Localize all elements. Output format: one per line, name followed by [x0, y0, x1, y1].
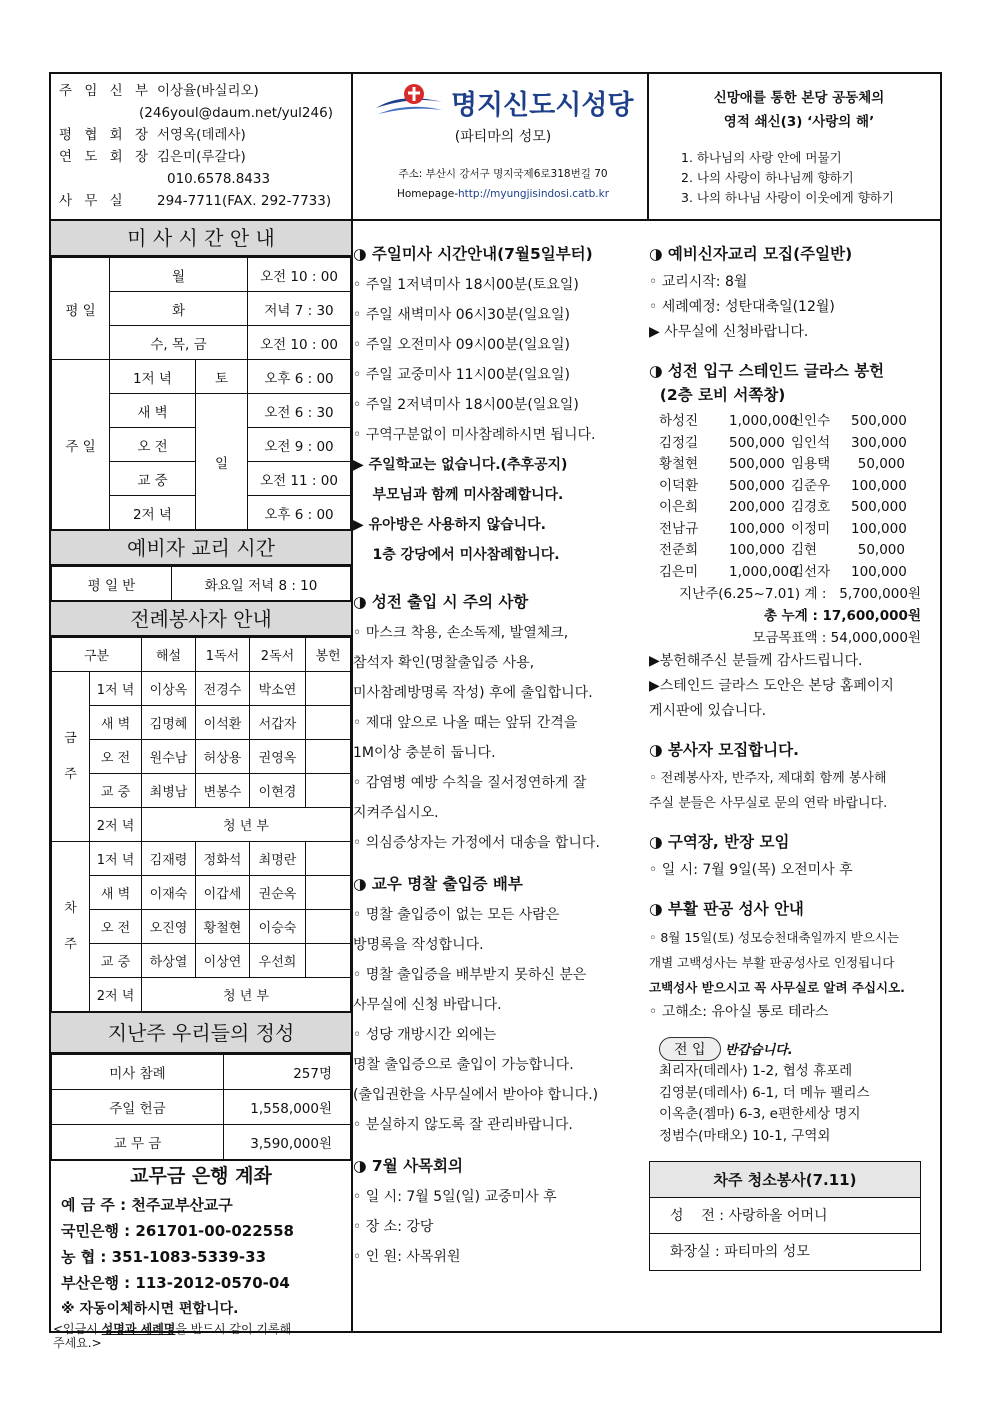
list-item: 정범수(마태오) 10-1, 구역외: [659, 1127, 831, 1144]
entry-rules-heading: ◑ 성전 출입 시 주의 사항: [353, 593, 529, 611]
notice-line: 참석자 확인(명찰출입증 사용,: [353, 655, 535, 671]
volunteer-heading: ◑ 봉사자 모집합니다.: [649, 741, 799, 759]
donor-name: 전준희: [659, 542, 699, 558]
notice-line: ◦ 분실하지 않도록 잘 관리바랍니다.: [353, 1117, 573, 1133]
mass-schedule-table: 평 일 월 오전 10 : 00 화 저녁 7 : 30 수, 목, 금 오전 10 : 00 주 일 1저 녁 토 오후 6 : 00 새 벽 일 오전 6 : 30 오 전 오전 9 : 00 교 중 오전 11 : 00 2저 녁 오후 6 : 00: [51, 257, 351, 530]
donor-amount: 500,000: [851, 499, 907, 515]
catechism-heading: ◑ 예비신자교리 모집(주일반): [649, 245, 853, 263]
notice-line: ◦ 고해소: 유아실 통로 테라스: [649, 1004, 829, 1020]
notice-line: ◦ 주일 교중미사 11시00분(일요일): [353, 367, 570, 383]
confession-heading: ◑ 부활 판공 성사 안내: [649, 900, 804, 918]
notice-line: ◦ 인 원: 사목위원: [353, 1249, 461, 1265]
notice-line: ◦ 8월 15일(토) 성모승천대축일까지 받으시는: [649, 930, 900, 945]
offering-title: 지난주 우리들의 정성: [51, 1012, 351, 1054]
donor-name: 김경호: [791, 499, 831, 515]
donor-amount: 100,000: [851, 477, 907, 494]
notice-line: ◦ 주일 2저녁미사 18시00분(일요일): [353, 397, 579, 413]
cumulative-total: 총 누계 : 17,600,000원: [763, 608, 921, 624]
notice-line: ◦ 성당 개방시간 외에는: [353, 1027, 497, 1043]
parish-staff-info: [59, 80, 349, 212]
donor-amount: 500,000: [851, 413, 907, 429]
notice-line: 개별 고백성사는 부활 판공성사로 인정됩니다: [649, 955, 895, 970]
church-subtitle: (파티마의 성모): [454, 129, 552, 145]
divider: [647, 74, 649, 219]
donor-name: 임용택: [791, 456, 831, 472]
notice-line: ◦ 구역구분없이 미사참례하시면 됩니다.: [353, 427, 596, 443]
homepage-link[interactable]: http://myungjisindosi.catb.kr: [458, 188, 610, 200]
donor-name: 김정길: [659, 434, 699, 451]
notice-line: ◦ 마스크 착용, 손소독제, 발열체크,: [353, 625, 569, 641]
donor-name: 이정미: [791, 520, 831, 537]
donor-name: 김선자: [791, 563, 831, 580]
stained-glass-heading: ◑ 성전 입구 스테인드 글라스 봉헌: [649, 362, 885, 380]
donor-amount: 100,000: [851, 563, 907, 580]
divider: [351, 74, 353, 219]
donor-amount: 300,000: [851, 434, 907, 451]
fundraising-goal: 모금목표액 : 54,000,000원: [752, 630, 921, 646]
welcome-badge: 전 입: [659, 1037, 721, 1061]
last-week-total: 지난주(6.25~7.01) 계 : 5,700,000원: [679, 586, 921, 602]
catechumen-title: 예비자 교리 시간: [51, 530, 351, 566]
new-parishioner-list: [659, 1061, 939, 1147]
stained-glass-subheading: (2층 로비 서쪽창): [649, 386, 786, 404]
notice-line: ▶봉헌해주신 분들께 감사드립니다.: [649, 653, 863, 669]
right-column: [649, 234, 939, 1271]
cleaning-schedule-box: [649, 1161, 921, 1271]
donor-name: 김준우: [791, 477, 831, 494]
motto-line: 1. 하나님의 사랑 안에 머물기: [681, 150, 842, 165]
cleaning-row: 화장실 : 파티마의 성모: [670, 1244, 810, 1260]
mass-guide-heading: ◑ 주일미사 시간안내(7월5일부터): [353, 245, 593, 263]
notice-line: 부모님과 함께 미사참례합니다.: [353, 487, 564, 503]
notice-line: ◦ 전례봉사자, 반주자, 제대회 함께 봉사해: [649, 771, 887, 786]
donor-amount: 100,000: [729, 520, 785, 537]
notice-line: 명찰 출입증으로 출입이 가능합니다.: [353, 1057, 574, 1073]
staff-row: 사 무 실 294-7711(FAX. 292-7733): [59, 193, 332, 209]
bank-line: 농 협 : 351-1083-5339-33: [61, 1248, 267, 1266]
motto-line: 2. 나의 사랑이 하나님께 향하기: [681, 170, 854, 185]
list-item: 최리자(데레사) 1-2, 협성 휴포레: [659, 1063, 853, 1079]
donor-name: 이덕환: [659, 477, 699, 494]
donor-name: 하성진: [659, 413, 699, 429]
notice-line: ◦ 세례예정: 성탄대축일(12월): [649, 299, 835, 315]
donor-name: 김현: [791, 542, 818, 558]
bank-line: 예 금 주 : 천주교부산교구: [61, 1196, 233, 1214]
list-item: 김영분(데레사) 6-1, 더 메뉴 팰리스: [659, 1084, 870, 1101]
donor-name: 김은미: [659, 563, 699, 580]
donor-amount: 50,000: [857, 542, 905, 558]
donor-amount: 1,000,000: [729, 563, 798, 580]
notice-line: ◦ 명찰 출입증이 없는 모든 사람은: [353, 907, 560, 923]
notice-line: ◦ 일 시: 7월 9일(목) 오전미사 후: [649, 862, 853, 878]
mass-schedule-title: 미 사 시 간 안 내: [51, 221, 351, 257]
donor-amount: 500,000: [729, 434, 785, 451]
bulletin-frame: [49, 72, 942, 1350]
notice-line: 게시판에 있습니다.: [649, 703, 767, 719]
bank-title: 교무금 은행 계좌: [51, 1160, 351, 1192]
donor-name: 황철현: [659, 456, 699, 472]
donor-amount: 100,000: [851, 520, 907, 537]
staff-row: 평 협 회 장 서영옥(데레사): [59, 127, 246, 143]
donor-list: [659, 411, 939, 583]
notice-line: ▶ 사무실에 신청바랍니다.: [649, 324, 809, 340]
notice-line: 방명록을 작성합니다.: [353, 937, 484, 953]
notice-line: ▶ 주일학교는 없습니다.(추후공지): [353, 457, 568, 473]
servers-title: 전례봉사자 안내: [51, 601, 351, 637]
donor-amount: 100,000: [729, 542, 785, 558]
cleaning-row: 성 전 : 사랑하올 어머니: [650, 1198, 920, 1234]
donor-name: 이은희: [659, 499, 699, 515]
badge-heading: ◑ 교우 명찰 출입증 배부: [353, 875, 523, 893]
notice-line: 고백성사 받으시고 꼭 사무실로 알려 주십시오.: [649, 980, 905, 995]
notice-line: 1층 강당에서 미사참례합니다.: [353, 547, 560, 563]
donor-amount: 1,000,000: [729, 413, 798, 429]
offering-table: 미사 참례 257명 주일 헌금 1,558,000원 교 무 금 3,590,000원: [51, 1054, 351, 1160]
bank-note: <입금시 성명과 세례명을 반드시 같이 기록해 주세요.>: [53, 1322, 292, 1350]
donor-amount: 500,000: [729, 456, 785, 472]
notice-line: 1M이상 충분히 둡니다.: [353, 745, 496, 761]
notice-line: ▶스테인드 글라스 도안은 본당 홈페이지: [649, 678, 894, 694]
notice-line: 주실 분들은 사무실로 문의 연락 바랍니다.: [649, 796, 888, 811]
notice-line: ◦ 일 시: 7월 5일(일) 교중미사 후: [353, 1189, 557, 1205]
donor-amount: 50,000: [857, 456, 905, 472]
notice-line: 사무실에 신청 바랍니다.: [353, 997, 502, 1013]
council-heading: ◑ 7월 사목회의: [353, 1157, 463, 1175]
notice-line: 미사참례방명록 작성) 후에 출입합니다.: [353, 685, 593, 701]
servers-table: 구분 해설 1독서 2독서 봉헌 금 주 1저 녁 이상옥 전경수 박소연 새 벽 김명혜 이석환 서갑자 오 전 원수남 허상용 권영옥 교 중 최병남 변봉수 이현경 2저 녁 청 년 부 차 주 1저 녁 김재령 정화석 최명란 새 벽 이재숙 이갑세 권순옥 오 전 오진영 황철현 이승숙 교 중 하상열 이상연 우선희 2저 녁 청 년 부: [51, 637, 351, 1012]
notice-line: 지켜주십시오.: [353, 805, 439, 821]
notice-line: (출입권한을 사무실에서 받아야 합니다.): [353, 1087, 599, 1103]
bank-line: 부산은행 : 113-2012-0570-04: [61, 1274, 290, 1292]
middle-column: [353, 234, 643, 1272]
bank-line: 국민은행 : 261701-00-022558: [61, 1222, 294, 1240]
notice-line: ◦ 제대 앞으로 나올 때는 앞뒤 간격을: [353, 715, 578, 731]
staff-row: 010.6578.8433: [167, 171, 271, 187]
church-logo-block: [359, 82, 647, 204]
list-item: 이옥춘(젬마) 6-3, e편한세상 명지: [659, 1106, 861, 1122]
notice-line: ◦ 교리시작: 8월: [649, 274, 748, 290]
donor-amount: 500,000: [729, 477, 785, 494]
notice-line: ◦ 명찰 출입증을 배부받지 못하신 분은: [353, 967, 587, 983]
notice-line: ◦ 주일 새벽미사 06시30분(일요일): [353, 307, 570, 323]
bank-line: ※ 자동이체하시면 편합니다.: [61, 1301, 239, 1317]
church-address: 주소: 부산시 강서구 명지국제6로318번길 70 Homepage-http://myungjisindosi.catb.kr: [396, 168, 610, 200]
motto-line: 3. 나의 하나님 사랑이 이웃에게 향하기: [681, 190, 894, 205]
welcome-block: [659, 1037, 939, 1061]
catechumen-table: 평 일 반 화요일 저녁 8 : 10: [51, 566, 351, 601]
welcome-text: 반갑습니다.: [724, 1043, 793, 1058]
church-emblem-icon: [372, 82, 446, 122]
staff-row: 주 임 신 부 이상율(바실리오): [59, 83, 259, 99]
donor-name: 전남규: [659, 520, 699, 537]
notice-line: ◦ 주일 1저녁미사 18시00분(토요일): [353, 277, 579, 293]
staff-row: (246youl@daum.net/yul246): [139, 105, 333, 121]
notice-line: ◦ 장 소: 강당: [353, 1219, 434, 1235]
left-column: [51, 221, 351, 1350]
donor-amount: 200,000: [729, 499, 785, 515]
notice-line: ▶ 유아방은 사용하지 않습니다.: [353, 517, 546, 533]
leaders-meeting-heading: ◑ 구역장, 반장 모임: [649, 833, 790, 851]
donor-name: 임인석: [791, 434, 831, 451]
parish-motto: 신망애를 통한 본당 공동체의 영적 쇄신(3) ‘사랑의 해’ 1. 하나님의 사랑 안에 머물기 2. 나의 사랑이 하나님께 향하기 3. 나의 하나님 사랑이 이웃에게 향하기: [659, 86, 939, 208]
staff-row: 연 도 회 장 김은미(루갈다): [59, 149, 246, 165]
donor-name: 신인수: [791, 413, 831, 429]
notice-line: ◦ 의심증상자는 가정에서 대송을 합니다.: [353, 835, 600, 851]
notice-line: ◦ 주일 오전미사 09시00분(일요일): [353, 337, 570, 353]
cleaning-title: 차주 청소봉사(7.11): [650, 1162, 920, 1198]
church-name: 명지신도시성당: [450, 89, 634, 121]
notice-line: ◦ 감염병 예방 수칙을 질서정연하게 잘: [353, 775, 587, 791]
